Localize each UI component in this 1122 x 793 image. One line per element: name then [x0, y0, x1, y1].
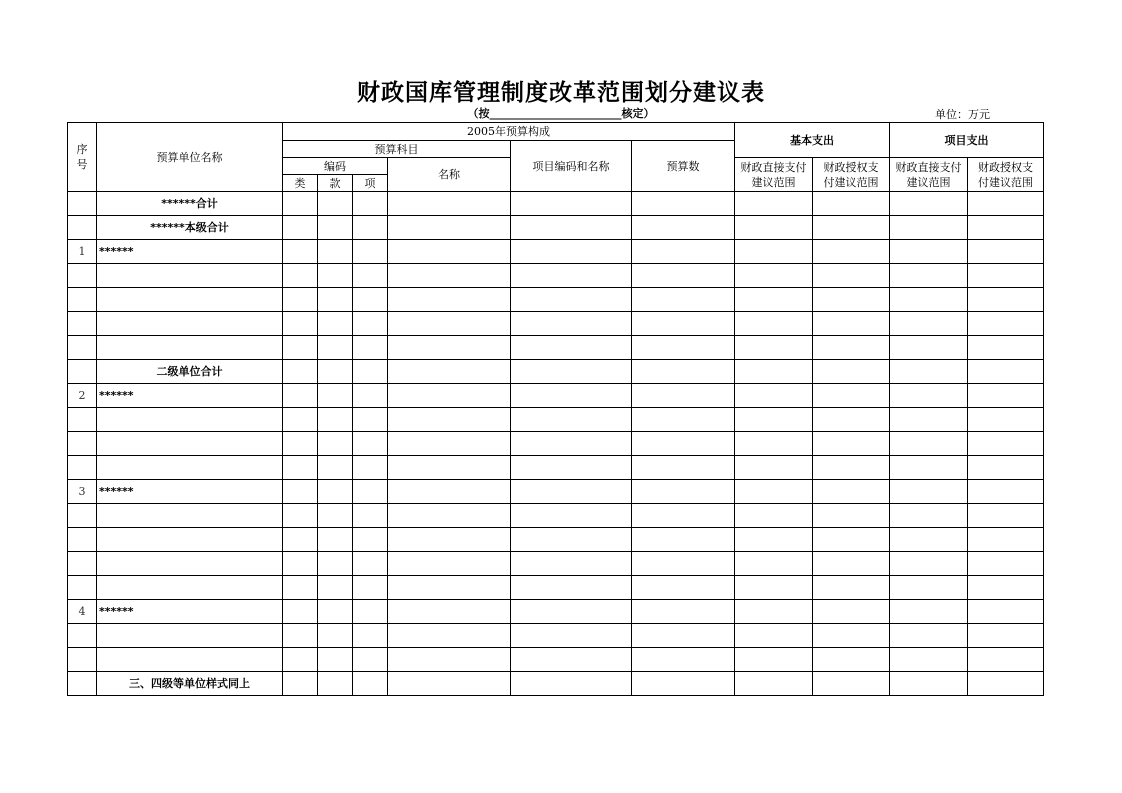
cell-empty[interactable] — [388, 240, 511, 264]
cell-empty[interactable] — [968, 456, 1044, 480]
cell-empty[interactable] — [890, 240, 968, 264]
cell-empty[interactable] — [735, 312, 813, 336]
cell-empty[interactable] — [318, 528, 353, 552]
cell-empty[interactable] — [735, 576, 813, 600]
cell-empty[interactable] — [632, 456, 735, 480]
cell-seq[interactable]: 4 — [68, 600, 97, 624]
cell-empty[interactable] — [353, 240, 388, 264]
header-budget-subject: 预算科目 — [283, 141, 511, 158]
cell-seq[interactable] — [68, 192, 97, 216]
cell-empty[interactable] — [353, 216, 388, 240]
cell-empty[interactable] — [813, 216, 890, 240]
header-code: 编码 — [283, 158, 388, 175]
cell-unit-name[interactable] — [97, 456, 283, 480]
cell-empty[interactable] — [388, 312, 511, 336]
cell-empty[interactable] — [353, 624, 388, 648]
cell-empty[interactable] — [632, 408, 735, 432]
cell-empty[interactable] — [735, 288, 813, 312]
cell-empty[interactable] — [283, 624, 318, 648]
cell-empty[interactable] — [318, 456, 353, 480]
cell-empty[interactable] — [735, 552, 813, 576]
cell-empty[interactable] — [632, 216, 735, 240]
cell-empty[interactable] — [283, 672, 318, 696]
cell-empty[interactable] — [283, 408, 318, 432]
cell-empty[interactable] — [968, 432, 1044, 456]
cell-empty[interactable] — [632, 648, 735, 672]
cell-empty[interactable] — [388, 624, 511, 648]
cell-seq[interactable] — [68, 576, 97, 600]
cell-empty[interactable] — [353, 384, 388, 408]
header-unit-name: 预算单位名称 — [97, 123, 283, 192]
cell-empty[interactable] — [318, 600, 353, 624]
table-row — [68, 648, 1044, 672]
cell-empty[interactable] — [511, 216, 632, 240]
cell-empty[interactable] — [735, 240, 813, 264]
cell-empty[interactable] — [813, 384, 890, 408]
cell-empty[interactable] — [890, 504, 968, 528]
cell-empty[interactable] — [735, 480, 813, 504]
cell-unit-name[interactable] — [97, 624, 283, 648]
cell-empty[interactable] — [511, 432, 632, 456]
header-name: 名称 — [388, 158, 511, 192]
cell-empty[interactable] — [735, 408, 813, 432]
cell-empty[interactable] — [318, 384, 353, 408]
cell-empty[interactable] — [388, 192, 511, 216]
cell-empty[interactable] — [318, 360, 353, 384]
subtitle: （按________________________核定） — [467, 107, 655, 120]
cell-empty[interactable] — [283, 336, 318, 360]
cell-empty[interactable] — [968, 360, 1044, 384]
table-row — [68, 432, 1044, 456]
cell-empty[interactable] — [968, 192, 1044, 216]
header-kuan: 款 — [318, 175, 353, 192]
cell-empty[interactable] — [813, 192, 890, 216]
cell-seq[interactable] — [68, 552, 97, 576]
cell-seq[interactable] — [68, 336, 97, 360]
cell-empty[interactable] — [968, 312, 1044, 336]
cell-empty[interactable] — [813, 288, 890, 312]
cell-empty[interactable] — [388, 384, 511, 408]
cell-unit-name[interactable] — [97, 408, 283, 432]
cell-unit-name[interactable] — [97, 504, 283, 528]
cell-empty[interactable] — [735, 432, 813, 456]
cell-seq[interactable]: 2 — [68, 384, 97, 408]
cell-empty[interactable] — [353, 360, 388, 384]
cell-empty[interactable] — [813, 456, 890, 480]
cell-empty[interactable] — [890, 216, 968, 240]
unit-label: 单位：万元 — [935, 108, 990, 121]
cell-empty[interactable] — [632, 432, 735, 456]
table-row — [68, 336, 1044, 360]
cell-empty[interactable] — [318, 288, 353, 312]
cell-empty[interactable] — [283, 552, 318, 576]
header-basic-expense: 基本支出 — [735, 123, 890, 158]
cell-empty[interactable] — [890, 336, 968, 360]
cell-empty[interactable] — [511, 480, 632, 504]
cell-seq[interactable] — [68, 624, 97, 648]
cell-empty[interactable] — [318, 264, 353, 288]
cell-empty[interactable] — [353, 264, 388, 288]
cell-empty[interactable] — [283, 216, 318, 240]
cell-empty[interactable] — [353, 288, 388, 312]
cell-empty[interactable] — [968, 552, 1044, 576]
cell-empty[interactable] — [511, 240, 632, 264]
cell-empty[interactable] — [968, 576, 1044, 600]
cell-empty[interactable] — [968, 408, 1044, 432]
cell-empty[interactable] — [283, 480, 318, 504]
cell-empty[interactable] — [388, 600, 511, 624]
page-title: 财政国库管理制度改革范围划分建议表 — [357, 80, 765, 106]
cell-unit-name[interactable]: ****** — [97, 480, 283, 504]
cell-empty[interactable] — [735, 600, 813, 624]
cell-empty[interactable] — [632, 480, 735, 504]
table-row — [68, 360, 1044, 384]
cell-empty[interactable] — [632, 600, 735, 624]
cell-empty[interactable] — [353, 576, 388, 600]
cell-empty[interactable] — [632, 504, 735, 528]
cell-unit-name[interactable] — [97, 264, 283, 288]
allocation-table — [67, 122, 1044, 696]
header-project-authorized-pay: 财政授权支 付建议范围 — [968, 158, 1044, 192]
cell-empty[interactable] — [968, 504, 1044, 528]
cell-empty[interactable] — [318, 216, 353, 240]
cell-empty[interactable] — [353, 672, 388, 696]
cell-empty[interactable] — [388, 648, 511, 672]
header-xiang: 项 — [353, 175, 388, 192]
cell-empty[interactable] — [283, 648, 318, 672]
cell-empty[interactable] — [890, 456, 968, 480]
cell-seq[interactable] — [68, 456, 97, 480]
header-budget-amount: 预算数 — [632, 141, 735, 192]
table-row — [68, 240, 1044, 264]
header-project-expense: 项目支出 — [890, 123, 1044, 158]
cell-seq[interactable] — [68, 504, 97, 528]
cell-empty[interactable] — [283, 288, 318, 312]
cell-empty[interactable] — [813, 528, 890, 552]
cell-empty[interactable] — [353, 336, 388, 360]
table-row — [68, 600, 1044, 624]
cell-empty[interactable] — [283, 312, 318, 336]
table-body — [68, 192, 1044, 696]
cell-empty[interactable] — [388, 576, 511, 600]
cell-empty[interactable] — [353, 192, 388, 216]
cell-empty[interactable] — [353, 528, 388, 552]
header-basic-direct-pay: 财政直接支付 建议范围 — [735, 158, 813, 192]
cell-empty[interactable] — [511, 192, 632, 216]
cell-empty[interactable] — [968, 288, 1044, 312]
header-lei: 类 — [283, 175, 318, 192]
cell-empty[interactable] — [735, 624, 813, 648]
cell-empty[interactable] — [318, 576, 353, 600]
cell-empty[interactable] — [890, 360, 968, 384]
cell-empty[interactable] — [318, 408, 353, 432]
cell-empty[interactable] — [890, 648, 968, 672]
cell-empty[interactable] — [632, 576, 735, 600]
cell-empty[interactable] — [632, 552, 735, 576]
cell-empty[interactable] — [890, 192, 968, 216]
cell-seq[interactable] — [68, 432, 97, 456]
table-row — [68, 384, 1044, 408]
cell-empty[interactable] — [511, 648, 632, 672]
cell-unit-name[interactable]: ******合计 — [97, 192, 283, 216]
cell-empty[interactable] — [968, 672, 1044, 696]
header-project-code-name: 项目编码和名称 — [511, 141, 632, 192]
cell-empty[interactable] — [353, 408, 388, 432]
cell-unit-name[interactable] — [97, 648, 283, 672]
cell-empty[interactable] — [388, 528, 511, 552]
cell-empty[interactable] — [353, 312, 388, 336]
cell-empty[interactable] — [813, 552, 890, 576]
cell-empty[interactable] — [632, 672, 735, 696]
cell-empty[interactable] — [813, 624, 890, 648]
cell-empty[interactable] — [735, 216, 813, 240]
cell-empty[interactable] — [318, 192, 353, 216]
cell-empty[interactable] — [511, 312, 632, 336]
cell-empty[interactable] — [632, 624, 735, 648]
cell-unit-name[interactable] — [97, 528, 283, 552]
cell-empty[interactable] — [283, 384, 318, 408]
cell-seq[interactable]: 3 — [68, 480, 97, 504]
cell-empty[interactable] — [735, 384, 813, 408]
cell-unit-name[interactable] — [97, 336, 283, 360]
cell-empty[interactable] — [890, 432, 968, 456]
cell-empty[interactable] — [318, 504, 353, 528]
cell-empty[interactable] — [632, 288, 735, 312]
cell-empty[interactable] — [283, 576, 318, 600]
cell-unit-name[interactable]: 二级单位合计 — [97, 360, 283, 384]
cell-empty[interactable] — [813, 240, 890, 264]
cell-empty[interactable] — [890, 552, 968, 576]
cell-unit-name[interactable] — [97, 432, 283, 456]
table-row — [68, 504, 1044, 528]
cell-empty[interactable] — [283, 240, 318, 264]
cell-unit-name[interactable] — [97, 312, 283, 336]
table-row — [68, 480, 1044, 504]
cell-seq[interactable] — [68, 264, 97, 288]
cell-empty[interactable] — [283, 528, 318, 552]
cell-seq[interactable] — [68, 672, 97, 696]
cell-empty[interactable] — [632, 240, 735, 264]
cell-empty[interactable] — [283, 600, 318, 624]
table-row — [68, 456, 1044, 480]
cell-empty[interactable] — [511, 576, 632, 600]
cell-empty[interactable] — [511, 384, 632, 408]
cell-empty[interactable] — [968, 216, 1044, 240]
cell-unit-name[interactable]: ******本级合计 — [97, 216, 283, 240]
table-row — [68, 408, 1044, 432]
cell-empty[interactable] — [890, 672, 968, 696]
cell-empty[interactable] — [890, 384, 968, 408]
cell-empty[interactable] — [890, 624, 968, 648]
cell-empty[interactable] — [968, 600, 1044, 624]
cell-empty[interactable] — [283, 456, 318, 480]
cell-empty[interactable] — [388, 432, 511, 456]
cell-empty[interactable] — [318, 624, 353, 648]
table-row — [68, 672, 1044, 696]
cell-seq[interactable] — [68, 360, 97, 384]
cell-seq[interactable] — [68, 648, 97, 672]
cell-empty[interactable] — [735, 264, 813, 288]
cell-empty[interactable] — [511, 672, 632, 696]
cell-empty[interactable] — [318, 336, 353, 360]
cell-empty[interactable] — [283, 264, 318, 288]
cell-empty[interactable] — [813, 600, 890, 624]
cell-empty[interactable] — [388, 504, 511, 528]
cell-empty[interactable] — [735, 528, 813, 552]
cell-empty[interactable] — [890, 264, 968, 288]
table-row — [68, 576, 1044, 600]
cell-empty[interactable] — [813, 408, 890, 432]
cell-seq[interactable] — [68, 312, 97, 336]
cell-empty[interactable] — [735, 648, 813, 672]
cell-empty[interactable] — [318, 240, 353, 264]
cell-empty[interactable] — [632, 264, 735, 288]
cell-empty[interactable] — [968, 480, 1044, 504]
cell-empty[interactable] — [968, 264, 1044, 288]
cell-unit-name[interactable] — [97, 552, 283, 576]
cell-unit-name[interactable]: 三、四级等单位样式同上 — [97, 672, 283, 696]
table-row — [68, 528, 1044, 552]
cell-empty[interactable] — [632, 360, 735, 384]
cell-empty[interactable] — [813, 504, 890, 528]
cell-empty[interactable] — [813, 480, 890, 504]
cell-empty[interactable] — [813, 576, 890, 600]
cell-empty[interactable] — [318, 552, 353, 576]
cell-empty[interactable] — [353, 504, 388, 528]
cell-empty[interactable] — [388, 456, 511, 480]
cell-empty[interactable] — [283, 192, 318, 216]
cell-empty[interactable] — [813, 672, 890, 696]
cell-empty[interactable] — [318, 432, 353, 456]
cell-empty[interactable] — [388, 216, 511, 240]
cell-empty[interactable] — [890, 312, 968, 336]
cell-empty[interactable] — [511, 504, 632, 528]
cell-empty[interactable] — [511, 264, 632, 288]
table-row — [68, 192, 1044, 216]
cell-empty[interactable] — [813, 312, 890, 336]
cell-empty[interactable] — [632, 312, 735, 336]
cell-empty[interactable] — [968, 384, 1044, 408]
cell-empty[interactable] — [890, 408, 968, 432]
cell-seq[interactable] — [68, 216, 97, 240]
cell-empty[interactable] — [968, 624, 1044, 648]
cell-empty[interactable] — [511, 408, 632, 432]
cell-empty[interactable] — [632, 336, 735, 360]
cell-empty[interactable] — [388, 672, 511, 696]
table-row — [68, 624, 1044, 648]
cell-empty[interactable] — [283, 360, 318, 384]
header-basic-authorized-pay: 财政授权支 付建议范围 — [813, 158, 890, 192]
cell-unit-name[interactable] — [97, 288, 283, 312]
cell-empty[interactable] — [318, 672, 353, 696]
cell-empty[interactable] — [890, 576, 968, 600]
cell-empty[interactable] — [388, 552, 511, 576]
cell-empty[interactable] — [318, 648, 353, 672]
cell-empty[interactable] — [388, 408, 511, 432]
cell-empty[interactable] — [735, 672, 813, 696]
cell-empty[interactable] — [388, 336, 511, 360]
cell-empty[interactable] — [353, 432, 388, 456]
cell-empty[interactable] — [813, 336, 890, 360]
cell-empty[interactable] — [813, 432, 890, 456]
cell-empty[interactable] — [968, 336, 1044, 360]
cell-empty[interactable] — [388, 360, 511, 384]
cell-seq[interactable]: 1 — [68, 240, 97, 264]
cell-empty[interactable] — [318, 312, 353, 336]
cell-unit-name[interactable]: ****** — [97, 600, 283, 624]
cell-empty[interactable] — [511, 528, 632, 552]
cell-empty[interactable] — [632, 192, 735, 216]
header-seq: 序 号 — [68, 123, 97, 192]
cell-empty[interactable] — [632, 528, 735, 552]
cell-empty[interactable] — [511, 456, 632, 480]
cell-seq[interactable] — [68, 288, 97, 312]
cell-empty[interactable] — [353, 456, 388, 480]
cell-unit-name[interactable] — [97, 576, 283, 600]
table-row — [68, 216, 1044, 240]
cell-empty[interactable] — [511, 600, 632, 624]
cell-seq[interactable] — [68, 528, 97, 552]
cell-empty[interactable] — [511, 624, 632, 648]
cell-empty[interactable] — [388, 288, 511, 312]
cell-unit-name[interactable]: ****** — [97, 240, 283, 264]
cell-empty[interactable] — [388, 480, 511, 504]
cell-empty[interactable] — [968, 648, 1044, 672]
cell-empty[interactable] — [353, 552, 388, 576]
cell-empty[interactable] — [735, 360, 813, 384]
cell-seq[interactable] — [68, 408, 97, 432]
cell-unit-name[interactable]: ****** — [97, 384, 283, 408]
cell-empty[interactable] — [511, 288, 632, 312]
table-header — [68, 123, 1044, 192]
table-row — [68, 288, 1044, 312]
cell-empty[interactable] — [968, 528, 1044, 552]
cell-empty[interactable] — [735, 192, 813, 216]
cell-empty[interactable] — [735, 456, 813, 480]
cell-empty[interactable] — [813, 264, 890, 288]
cell-empty[interactable] — [283, 504, 318, 528]
header-budget-2005: 2005年预算构成 — [283, 123, 735, 141]
cell-empty[interactable] — [511, 552, 632, 576]
cell-empty[interactable] — [813, 648, 890, 672]
cell-empty[interactable] — [353, 480, 388, 504]
cell-empty[interactable] — [890, 480, 968, 504]
header-project-direct-pay: 财政直接支付 建议范围 — [890, 158, 968, 192]
table-row — [68, 552, 1044, 576]
cell-empty[interactable] — [388, 264, 511, 288]
cell-empty[interactable] — [890, 288, 968, 312]
cell-empty[interactable] — [353, 648, 388, 672]
cell-empty[interactable] — [735, 336, 813, 360]
table-row — [68, 312, 1044, 336]
cell-empty[interactable] — [511, 360, 632, 384]
cell-empty[interactable] — [890, 528, 968, 552]
cell-empty[interactable] — [813, 360, 890, 384]
cell-empty[interactable] — [968, 240, 1044, 264]
cell-empty[interactable] — [632, 384, 735, 408]
table-row — [68, 264, 1044, 288]
cell-empty[interactable] — [318, 480, 353, 504]
cell-empty[interactable] — [283, 432, 318, 456]
cell-empty[interactable] — [511, 336, 632, 360]
cell-empty[interactable] — [353, 600, 388, 624]
cell-empty[interactable] — [890, 600, 968, 624]
cell-empty[interactable] — [735, 504, 813, 528]
